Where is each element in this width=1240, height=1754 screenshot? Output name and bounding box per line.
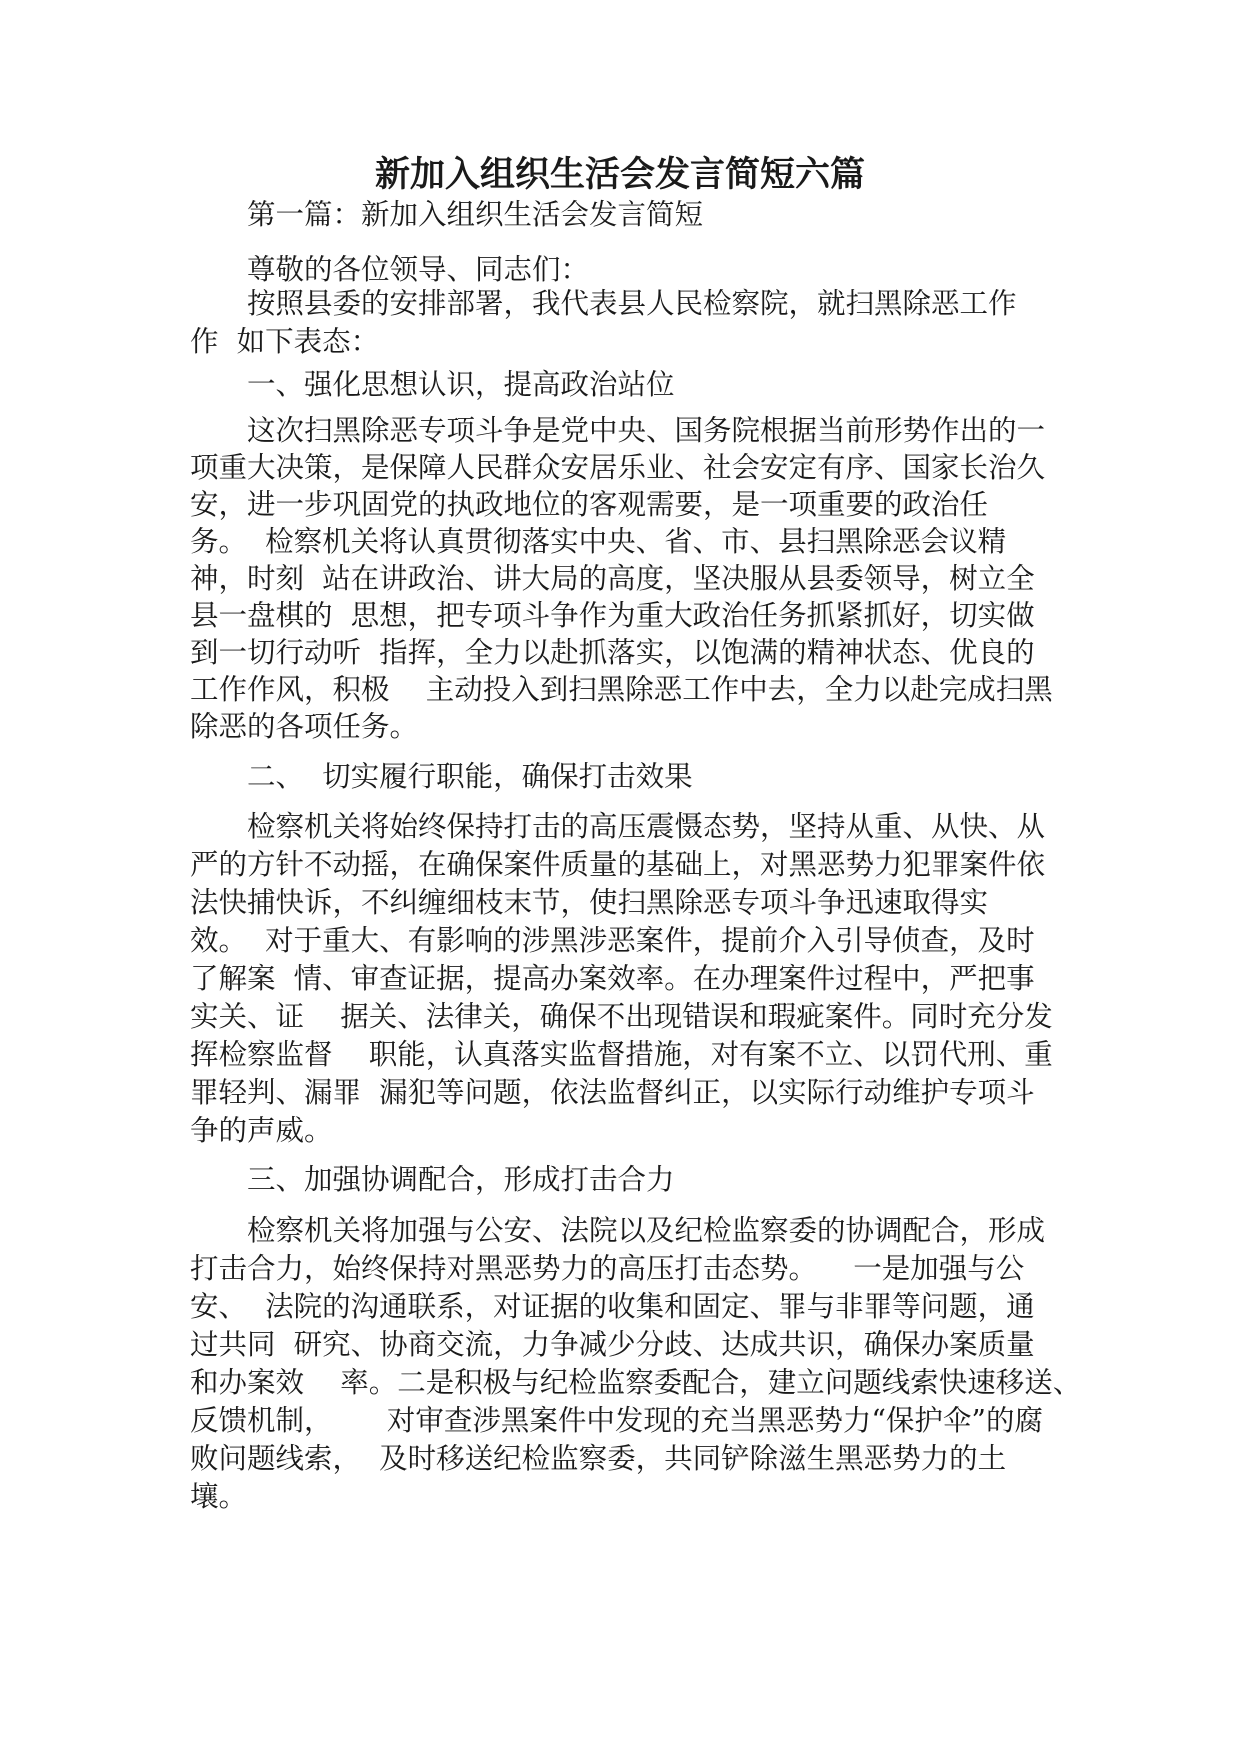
paragraph-line: 严的方针不动摇，在确保案件质量的基础上，对黑恶势力犯罪案件依 [190,848,1046,881]
paragraph-line: 项重大决策，是保障人民群众安居乐业、社会安定有序、国家长治久 [190,451,1046,484]
paragraph-line: 打击合力，始终保持对黑恶势力的高压打击态势。 一是加强与公 [190,1252,1025,1285]
paragraph-line: 务。 检察机关将认真贯彻落实中央、省、市、县扫黑除恶会议精 [190,525,1007,558]
paragraph-line: 工作作风，积极 主动投入到扫黑除恶工作中去，全力以赴完成扫黑 [190,673,1053,706]
paragraph-line: 罪轻判、漏罪 漏犯等问题，依法监督纠正，以实际行动维护专项斗 [190,1076,1035,1109]
paragraph-line: 这次扫黑除恶专项斗争是党中央、国务院根据当前形势作出的一 [247,414,1046,447]
paragraph-line: 效。 对于重大、有影响的涉黑涉恶案件，提前介入引导侦查，及时 [190,924,1035,957]
paragraph-line: 了解案 情、审查证据，提高办案效率。在办理案件过程中，严把事 [190,962,1035,995]
salutation-line: 尊敬的各位领导、同志们： [247,253,590,286]
paragraph-line: 争的声威。 [190,1114,333,1147]
document-title: 新加入组织生活会发言简短六篇 [374,155,865,195]
paragraph-line: 反馈机制， 对审查涉黑案件中发现的充当黑恶势力“保护伞”的腐 [190,1404,1043,1437]
paragraph-line: 县一盘棋的 思想，把专项斗争作为重大政治任务抓紧抓好，切实做 [190,599,1035,632]
paragraph-line: 壤。 [190,1480,248,1513]
section-heading-3: 三、加强协调配合，形成打击合力 [247,1163,675,1196]
section-heading-2: 二、 切实履行职能，确保打击效果 [247,760,693,793]
paragraph-line: 到一切行动听 指挥，全力以赴抓落实，以饱满的精神状态、优良的 [190,636,1035,669]
paragraph-line: 法快捕快诉，不纠缠细枝末节，使扫黑除恶专项斗争迅速取得实 [190,886,989,919]
paragraph-line: 神，时刻 站在讲政治、讲大局的高度，坚决服从县委领导，树立全 [190,562,1035,595]
paragraph-line: 挥检察监督 职能，认真落实监督措施，对有案不立、以罚代刑、重 [190,1038,1053,1071]
paragraph-line: 检察机关将始终保持打击的高压震慑态势，坚持从重、从快、从 [247,810,1046,843]
paragraph-line: 实关、证 据关、法律关，确保不出现错误和瑕疵案件。同时充分发 [190,1000,1053,1033]
paragraph-line: 过共同 研究、协商交流，力争减少分歧、达成共识，确保办案质量 [190,1328,1035,1361]
paragraph-line: 安、 法院的沟通联系，对证据的收集和固定、罪与非罪等问题，通 [190,1290,1035,1323]
paragraph-line: 和办案效 率。二是积极与纪检监察委配合，建立问题线索快速移送、 [190,1366,1082,1399]
paragraph-line: 检察机关将加强与公安、法院以及纪检监察委的协调配合，形成 [247,1214,1046,1247]
paragraph-line: 作 如下表态： [190,325,380,358]
section-heading-1: 一、强化思想认识，提高政治站位 [247,368,675,401]
paragraph-line: 安，进一步巩固党的执政地位的客观需要，是一项重要的政治任 [190,488,989,521]
paragraph-line: 败问题线索， 及时移送纪检监察委，共同铲除滋生黑恶势力的土 [190,1442,1007,1475]
subtitle-line: 第一篇：新加入组织生活会发言简短 [247,198,704,231]
paragraph-line: 按照县委的安排部署，我代表县人民检察院，就扫黑除恶工作 [247,287,1017,320]
paragraph-line: 除恶的各项任务。 [190,710,419,743]
